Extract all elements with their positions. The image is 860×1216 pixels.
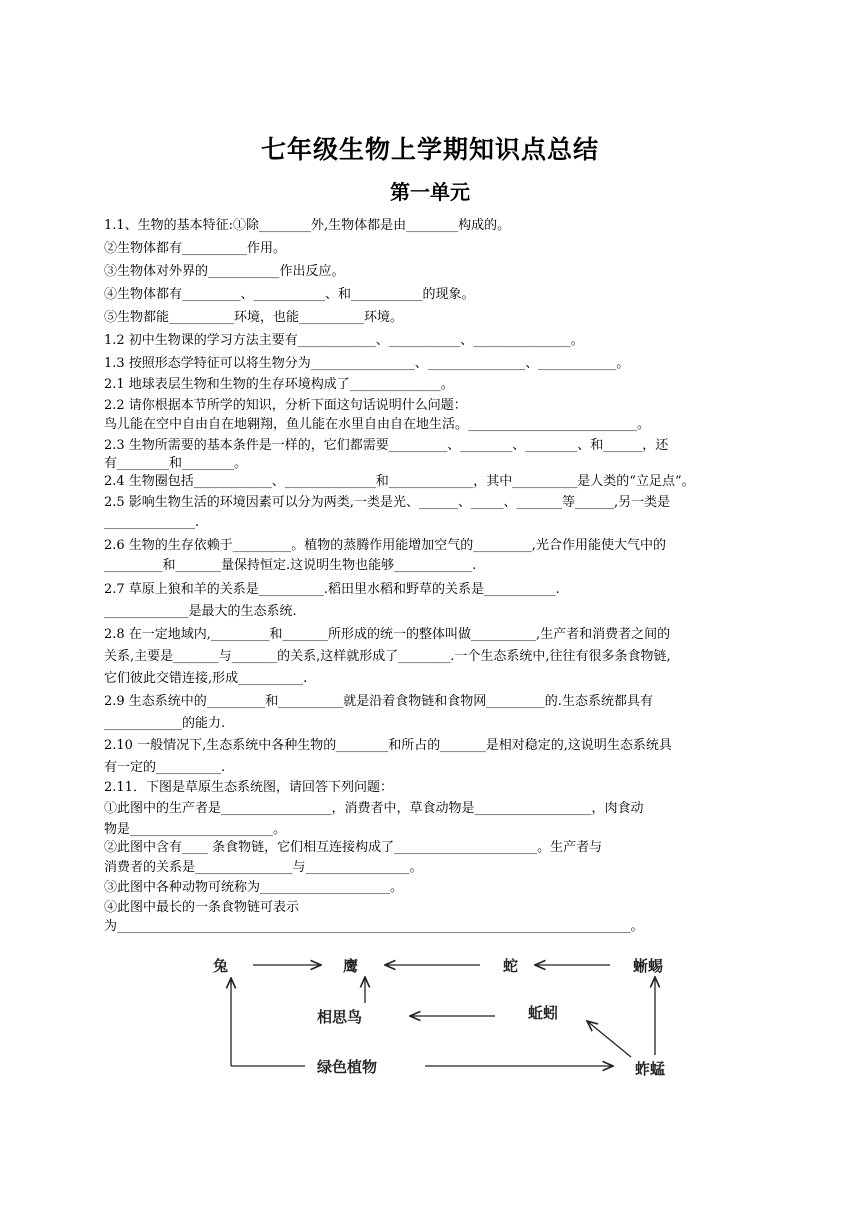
text-line: 1.2 初中生物课的学习方法主要有____________、___________、_______________。	[104, 333, 584, 348]
text-line: 关系,主要是_______与_______的关系,这样就形成了________.一个生态系统中,往往有很多条食物链,	[104, 649, 671, 664]
text-line: 1.3 按照形态学特征可以将生物分为________________、_______________、____________。	[104, 356, 630, 371]
text-line: 2.10 一般情况下,生态系统中各种生物的________和所占的_______是相对稳定的,这说明生态系统具	[104, 738, 672, 753]
text-line: ____________的能力.	[104, 716, 226, 731]
text-line: ③生物体对外界的___________作出反应。	[104, 264, 345, 279]
text-line: 鸟儿能在空中自由自在地翱翔，鱼儿能在水里自由自在地生活。__________________________。	[104, 417, 651, 432]
text-line: 消费者的关系是_______________与________________。	[104, 860, 423, 875]
text-line: 2.11．下图是草原生态系统图，请回答下列问题：	[104, 780, 393, 795]
text-line: 2.5 影响生物生活的环境因素可以分为两类,一类是光、______、_____、_______等______,另一类是	[104, 495, 671, 510]
node-eagle: 鹰	[343, 957, 359, 975]
text-line: 2.1 地球表层生物和生物的生存环境构成了______________。	[104, 377, 454, 392]
text-line: 物是______________________。	[104, 822, 287, 837]
node-rabbit: 兔	[213, 957, 229, 975]
food-web-diagram	[195, 945, 705, 1085]
text-line: 2.7 草原上狼和羊的关系是__________.稻田里水稻和野草的关系是___________.	[104, 582, 560, 597]
node-earthworm: 蚯蚓	[528, 1004, 559, 1022]
text-line: _____________是最大的生态系统.	[104, 604, 297, 619]
text-line: ②生物体都有__________作用。	[104, 241, 287, 256]
text-line: ⑤生物都能__________环境，也能__________环境。	[104, 310, 404, 325]
text-line: ④生物体都有_________、___________、和___________的现象。	[104, 287, 475, 302]
text-line: ①此图中的生产者是_________________，消费者中，草食动物是__________________，肉食动	[104, 801, 644, 816]
text-line: 2.2 请你根据本节所学的知识，分析下面这句话说明什么问题：	[104, 398, 467, 413]
text-line: 有________和________。	[104, 456, 248, 471]
arrow-grasshopper-earthworm	[587, 1021, 631, 1057]
text-line: 有一定的__________.	[104, 760, 226, 775]
node-grasshopper: 蚱蜢	[635, 1060, 666, 1078]
text-line: 2.3 生物所需要的基本条件是一样的，它们都需要_________、________、________、和______，还	[104, 438, 669, 453]
text-line: 2.6 生物的生存依赖于_________。植物的蒸腾作用能增加空气的_________,光合作用能使大气中的	[104, 538, 666, 553]
text-line: ④此图中最长的一条食物链可表示	[104, 900, 300, 915]
text-line: ______________.	[104, 515, 200, 530]
node-snake: 蛇	[503, 957, 519, 975]
text-line: 2.4 生物圈包括____________、______________和_____________，其中__________是人类的“立足点”。	[104, 474, 695, 489]
text-line: 它们彼此交错连接,形成__________.	[104, 671, 308, 686]
text-line: _________和_______量保持恒定.这说明生物也能够____________.	[104, 558, 477, 573]
document-title: 七年级生物上学期知识点总结	[260, 135, 599, 164]
node-lizard: 蜥蜴	[633, 957, 664, 975]
node-plants: 绿色植物	[317, 1058, 378, 1076]
text-line: 2.9 生态系统中的_________和__________就是沿着食物链和食物网_________的.生态系统都具有	[104, 694, 653, 709]
unit-heading: 第一单元	[390, 180, 470, 204]
text-line: ②此图中含有____ 条食物链，它们相互连接构成了______________________。生产者与	[104, 840, 603, 855]
text-line: 1.1、生物的基本特征:①除________外,生物体都是由________构成的。	[104, 218, 511, 233]
text-line: 2.8 在一定地域内,_________和_______所形成的统一的整体叫做__________,生产者和消费者之间的	[104, 627, 671, 642]
text-line: 为_______________________________________________________________________________。	[104, 919, 644, 934]
node-bird: 相思鸟	[317, 1008, 363, 1026]
text-line: ③此图中各种动物可统称为____________________。	[104, 880, 404, 895]
